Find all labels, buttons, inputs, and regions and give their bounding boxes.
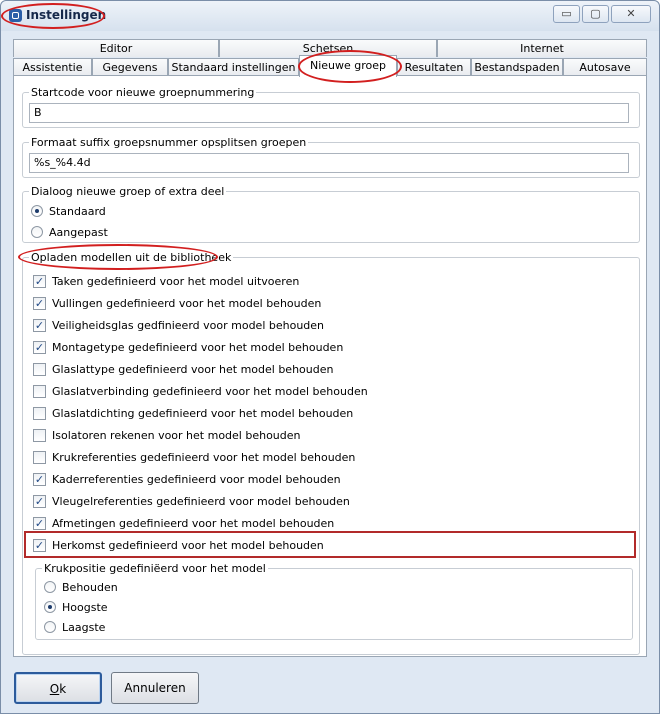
checkbox-label-11: Afmetingen gedefinieerd voor het model behouden [52,516,335,530]
legend-annotation-ellipse [18,244,218,270]
checkbox-9[interactable]: ✓ [34,472,45,486]
startcode-group [22,86,640,128]
opladen-item-3[interactable] [33,339,343,355]
checkbox-10[interactable]: ✓ [34,494,45,508]
krukpositie-group [35,562,633,640]
tab-assistentie[interactable]: Assistentie [13,58,92,76]
maximize-icon[interactable]: ▢ [582,5,609,23]
checkbox-1[interactable]: ✓ [34,296,45,310]
tab-internet[interactable]: Internet [437,39,647,57]
tab-nieuwe-groep[interactable]: Nieuwe groep [299,55,397,77]
checkbox-11[interactable]: ✓ [34,516,45,530]
checkbox-4[interactable] [33,363,46,376]
opladen-item-0[interactable] [33,273,299,289]
dialoog-option-aangepast[interactable] [31,224,108,240]
opladen-legend: Opladen modellen uit de bibliotheek [31,251,232,264]
opladen-item-2[interactable] [33,317,324,333]
startcode-input[interactable]: B [29,103,629,123]
opladen-item-8[interactable] [33,449,355,465]
checkbox-5[interactable] [33,385,46,398]
checkbox-label-6: Glaslatdichting gedefinieerd voor het model behouden [52,406,354,420]
checkbox-label-7: Isolatoren rekenen voor het model behouden [52,428,301,442]
checkbox-2[interactable]: ✓ [34,318,45,332]
tab-resultaten[interactable]: Resultaten [397,58,471,76]
kruk-option-behouden[interactable] [44,579,118,595]
checkbox-0[interactable]: ✓ [34,274,45,288]
krukpositie-legend: Krukpositie gedefiniëerd voor het model [44,562,266,575]
checkbox-label-12: Herkomst gedefinieerd voor het model behouden [52,538,324,552]
checkbox-3[interactable]: ✓ [34,340,45,354]
radio-behouden-label: Behouden [62,580,118,594]
radio-aangepast[interactable] [31,226,43,238]
opladen-group [22,251,640,655]
dialoog-legend: Dialoog nieuwe groep of extra deel [31,185,225,198]
tab-schetsen[interactable]: Schetsen [219,39,437,57]
opladen-item-11[interactable] [33,515,334,531]
cancel-button[interactable]: Annuleren [111,672,199,704]
opladen-item-9[interactable] [33,471,341,487]
checkbox-label-4: Glaslattype gedefinieerd voor het model behouden [52,362,334,376]
checkbox-label-5: Glaslatverbinding gedefinieerd voor het model behouden [52,384,368,398]
opladen-item-10[interactable] [33,493,350,509]
minimize-icon[interactable]: ▭ [553,5,580,23]
tab-autosave[interactable]: Autosave [563,58,647,76]
checkbox-6[interactable] [33,407,46,420]
radio-laagste[interactable] [44,621,56,633]
dialoog-option-standaard[interactable] [31,203,106,219]
tab-editor[interactable]: Editor [13,39,219,57]
startcode-legend: Startcode voor nieuwe groepnummering [31,86,255,99]
checkbox-label-10: Vleugelreferenties gedefinieerd voor model behouden [52,494,350,508]
tab-bestandspaden[interactable]: Bestandspaden [471,58,563,76]
radio-standaard-label: Standaard [49,204,106,218]
radio-behouden[interactable] [44,581,56,593]
formaat-legend: Formaat suffix groepsnummer opsplitsen groepen [31,136,307,149]
close-icon[interactable]: ✕ [611,5,651,23]
title-bar[interactable] [1,1,659,31]
opladen-item-4[interactable] [33,361,333,377]
checkbox-12[interactable]: ✓ [34,538,45,552]
checkbox-label-1: Vullingen gedefinieerd voor het model behouden [52,296,322,310]
opladen-item-5[interactable] [33,383,368,399]
checkbox-label-0: Taken gedefinieerd voor het model uitvoeren [52,274,300,288]
checkbox-label-2: Veiligheidsglas gedfinieerd voor model behouden [52,318,325,332]
kruk-option-laagste[interactable] [44,619,105,635]
radio-laagste-label: Laagste [62,620,106,634]
radio-aangepast-label: Aangepast [49,225,108,239]
kruk-option-hoogste[interactable] [44,599,108,615]
ok-label: k [59,682,67,696]
checkbox-label-3: Montagetype gedefinieerd voor het model behouden [52,340,344,354]
formaat-input[interactable]: %s_%4.4d [29,153,629,173]
tab-standaard-instellingen[interactable]: Standaard instellingen [168,58,299,76]
window-title: Instellingen [26,8,107,22]
opladen-item-1[interactable] [33,295,321,311]
formaat-group [22,136,640,178]
checkbox-label-8: Krukreferenties gedefinieerd voor het model behouden [52,450,356,464]
checkbox-7[interactable] [33,429,46,442]
ok-mnemonic: O [49,682,60,696]
ok-button[interactable] [14,672,102,704]
tab-annotation-ellipse [298,50,402,83]
opladen-item-7[interactable] [33,427,301,443]
checkbox-8[interactable] [33,451,46,464]
herkomst-annotation-rect [24,531,636,558]
opladen-item-6[interactable] [33,405,353,421]
title-annotation-ellipse [1,3,105,29]
radio-standaard[interactable] [31,205,43,217]
radio-hoogste-label: Hoogste [62,600,108,614]
dialoog-group [22,185,640,243]
tab-panel-nieuwe-groep [13,75,647,657]
checkbox-label-9: Kaderreferenties gedefinieerd voor model behouden [52,472,341,486]
radio-hoogste[interactable] [44,601,56,613]
tab-gegevens[interactable]: Gegevens [92,58,168,76]
